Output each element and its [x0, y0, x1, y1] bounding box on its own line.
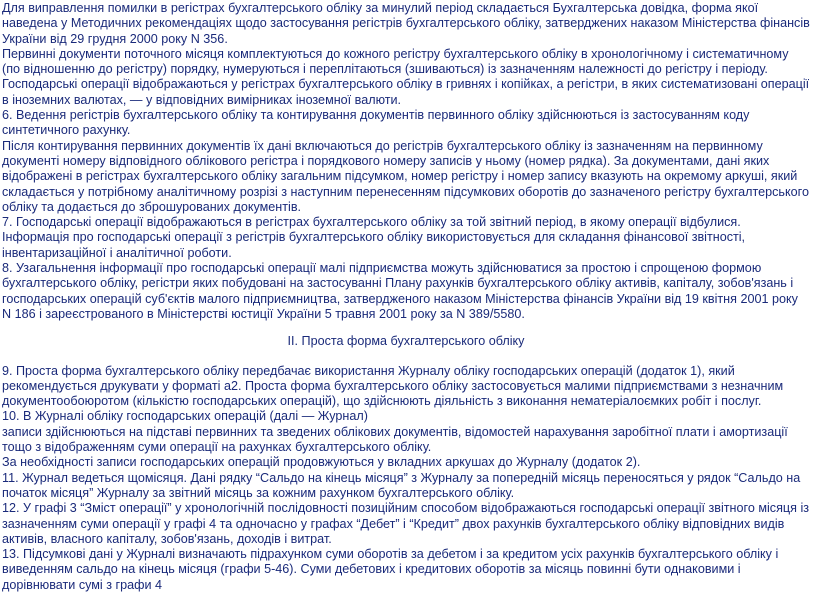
paragraph-primary-documents: Первинні документи поточного місяця комплектуються до кожного регістру бухгалтерського обліку в хронологічному і систематичному (по відношенню до регістру) порядку, нумеруються і переплітаються (зшиваються) із зазначенням належності до регістру і періоду. — [2, 46, 789, 77]
paragraph-item-8: 8. Узагальнення інформації про господарські операції малі підприємства можуть здійснюватися за простою і спрощеною формою бухгалтерського обліку, регістри яких побудовані на застосуванні Плану рахунків бухгалтерського обліку активів, капіталу, зобов'язань і господарських операцій суб'єктів малого підприємництва, затвердженого наказом Міністерства фінансів України від 19 квітня 2001 року N 186 і зареєстрованого в Міністерстві юстиції України 5 травня 2001 року за N 389/5580. — [2, 261, 798, 321]
paragraph-journal-records: записи здійснюються на підставі первинних та зведених облікових документів, відомостей нарахування заробітної плати і амортизації тощо з відображенням суми операції на рахунках бухгалтерського обліку. — [2, 424, 788, 455]
paragraph-item-13: 13. Підсумкові дані у Журналі визначають підрахунком суми оборотів за дебетом і за кредитом усіх рахунків бухгалтерського обліку і виведенням сальдо на кінець місяця (графи 5-46). Суми дебетових і кредитових оборотів за місяць повинні бути однаковими і дорівнювати сумі з графи 4 — [2, 547, 779, 592]
paragraph-currency-recording: Господарські операції відображаються у регістрах бухгалтерського обліку в гривнях і копійках, а регістри, в яких систематизовані операції в іноземних валютах, — у відповідних вимірниках іноземної валюти. — [2, 77, 810, 107]
paragraph-item-6: 6. Ведення регістрів бухгалтерського обліку та контирування документів первинного обліку здійснюються із застосуванням коду синтетичного рахунку. — [2, 108, 750, 138]
paragraph-correction-certificate: Для виправлення помилки в регістрах бухгалтерського обліку за минулий період складається Бухгалтерська довідка, форма якої наведена у Методичних рекомендаціях щодо застосування регістрів бухгалтерського обліку, затверджених наказом Міністерства фінансів України від 29 грудня 2000 року N 356. — [2, 1, 810, 46]
paragraph-item-10: 10. В Журналі обліку господарських операцій (далі — Журнал) — [2, 409, 368, 424]
paragraph-item-11: 11. Журнал ведеться щомісяця. Дані рядку “Сальдо на кінець місяця” з Журналу за попередній місяць переносяться у рядок “Сальдо на початок місяця” Журналу за звітний місяць за кожним рахунком бухгалтерського обліку. — [2, 470, 801, 500]
paragraph-item-7: 7. Господарські операції відображаються в регістрах бухгалтерського обліку за той звітний період, в якому операції відбулися. Інформація про господарські операції з регістрів бухгалтерського обліку використовується для складання фінансової звітності, інвентаризаційної і аналітичної роботи. — [2, 215, 746, 260]
paragraph-item-9: 9. Проста форма бухгалтерського обліку передбачає використання Журналу обліку господарських операцій (додаток 1), який рекомендується друкувати у форматі а2. Проста форма бухгалтерського обліку застосовується малими підприємствами з незначним документообоюротом (кількістю господарських операцій), що здійснюють діяльність з виконання нематеріалоємких робіт і послуг. — [2, 363, 784, 409]
paragraph-insert-sheets: За необхідності записи господарських операцій продовжуються у вкладних аркушах до Журналу (додаток 2). — [2, 455, 641, 470]
section-heading: II. Проста форма бухгалтерського обліку — [287, 334, 525, 349]
paragraph-item-12: 12. У графі 3 “Зміст операції” у хронологічній послідовності позиційним способом відображаються господарські операції звітного місяця із зазначенням суми операції у графі 4 та одночасно у графах “Дебет” і “Кредит” двох рахунків бухгалтерського обліку відповідних видів активів, власного капіталу, зобов'язань, доходів і витрат. — [2, 501, 810, 546]
paragraph-contiruvannya: Після контирування первинних документів їх дані включаються до регістрів бухгалтерського обліку із зазначенням на первинному документі номеру відповідного облікового регістра і порядкового номеру записів у ньому (номер рядка). За документами, дані яких відображені в регістрах бухгалтерського обліку загальним підсумком, номер регістру і номер запису вказують на окремому аркуші, який складається у потрібному аналітичному розрізі з наступним перенесенням підсумкових оборотів до зазначеного регістру бухгалтерського обліку та додається до зброшурованих документів. — [2, 138, 809, 214]
